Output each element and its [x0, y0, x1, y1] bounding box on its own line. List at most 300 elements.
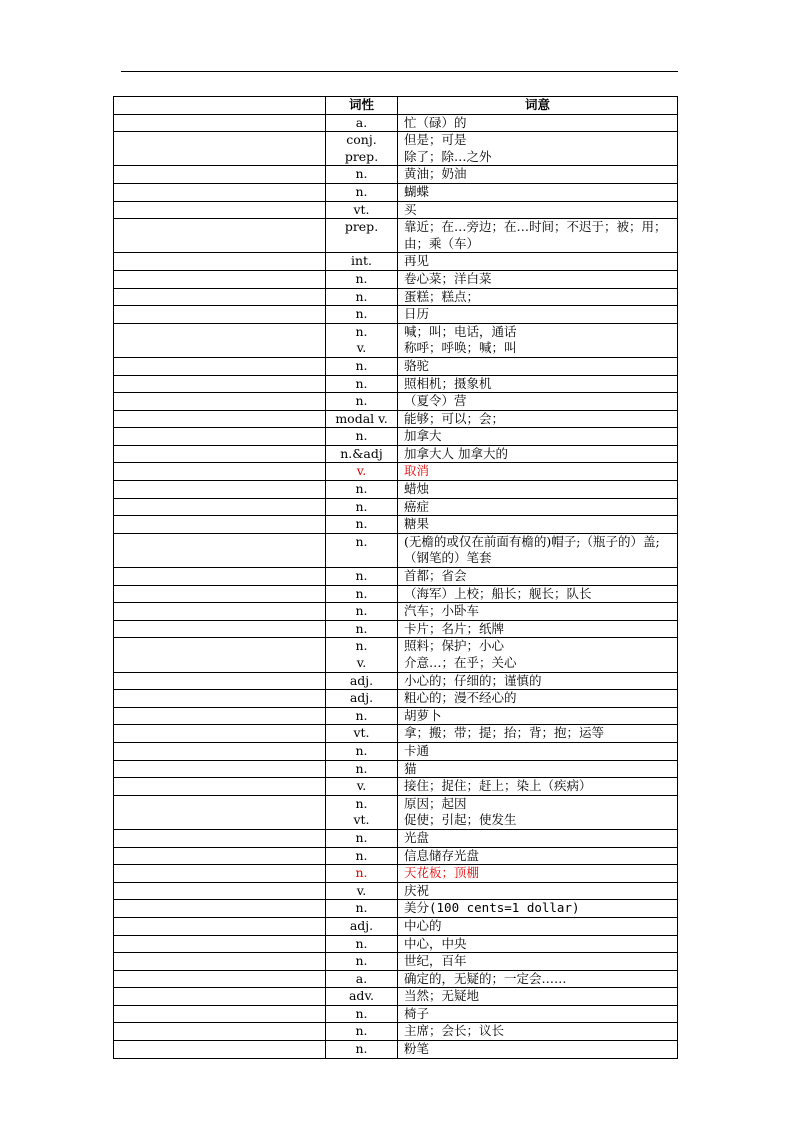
meaning-text: 猫 — [404, 760, 417, 776]
meaning-text: 椅子 — [404, 1005, 430, 1021]
word-cell — [114, 357, 326, 375]
word-cell — [114, 917, 326, 935]
word-cell — [114, 463, 326, 481]
word-cell — [114, 410, 326, 428]
part-of-speech: a. — [355, 970, 368, 986]
meaning-text: 原因；起因 — [404, 795, 467, 811]
part-of-speech: v. — [356, 463, 367, 479]
meaning-cell — [398, 690, 678, 708]
table-row — [114, 742, 678, 760]
meaning-cell — [398, 253, 678, 271]
part-of-speech: n. — [355, 865, 368, 881]
part-of-speech-cell — [326, 707, 398, 725]
meaning-cell — [398, 742, 678, 760]
meaning-cell — [398, 988, 678, 1006]
meaning-text: 天花板；顶棚 — [404, 865, 480, 881]
part-of-speech: vt. — [353, 725, 370, 741]
part-of-speech-cell — [326, 865, 398, 883]
meaning-cell — [398, 270, 678, 288]
word-cell — [114, 481, 326, 499]
part-of-speech: n. — [355, 533, 368, 549]
table-row — [114, 882, 678, 900]
part-of-speech: n. — [355, 183, 368, 199]
table-row — [114, 463, 678, 481]
meaning-text: 称呼；呼唤；喊；叫 — [404, 340, 517, 356]
meaning-text: 世纪，百年 — [404, 953, 467, 969]
meaning-cell — [398, 357, 678, 375]
part-of-speech: n. — [355, 306, 368, 322]
meaning-text: 骆驼 — [404, 357, 430, 373]
word-cell — [114, 847, 326, 865]
word-cell — [114, 166, 326, 184]
table-row — [114, 725, 678, 743]
meaning-cell — [398, 900, 678, 918]
meaning-text: 由；乘（车） — [404, 235, 480, 251]
word-cell — [114, 498, 326, 516]
part-of-speech: vt. — [353, 201, 370, 217]
word-cell — [114, 865, 326, 883]
table-row — [114, 760, 678, 778]
meaning-text: 中心的 — [404, 917, 442, 933]
word-cell — [114, 760, 326, 778]
meaning-cell — [398, 219, 678, 253]
part-of-speech-cell — [326, 445, 398, 463]
meaning-cell — [398, 114, 678, 132]
header-meaning: 词意 — [398, 97, 678, 115]
part-of-speech: vt. — [353, 812, 370, 828]
part-of-speech-cell — [326, 323, 398, 357]
table-row — [114, 1005, 678, 1023]
table-row — [114, 288, 678, 306]
meaning-cell — [398, 166, 678, 184]
part-of-speech: prep. — [344, 148, 379, 164]
table-row — [114, 270, 678, 288]
part-of-speech-cell — [326, 410, 398, 428]
meaning-cell — [398, 603, 678, 621]
meaning-cell — [398, 953, 678, 971]
word-cell — [114, 375, 326, 393]
meaning-cell — [398, 498, 678, 516]
table-row — [114, 953, 678, 971]
table-row — [114, 1023, 678, 1041]
table-row — [114, 988, 678, 1006]
part-of-speech: n. — [355, 1041, 368, 1057]
word-cell — [114, 603, 326, 621]
meaning-cell — [398, 463, 678, 481]
meaning-text: 确定的，无疑的；一定会…… — [404, 970, 567, 986]
part-of-speech-cell — [326, 795, 398, 829]
meaning-text: 庆祝 — [404, 882, 430, 898]
meaning-text: 当然；无疑地 — [404, 988, 480, 1004]
meaning-text: 蜡烛 — [404, 481, 430, 497]
table-row — [114, 533, 678, 567]
table-row — [114, 428, 678, 446]
meaning-text: 光盘 — [404, 829, 430, 845]
header-part-of-speech: 词性 — [326, 97, 398, 115]
table-row — [114, 865, 678, 883]
part-of-speech-cell — [326, 917, 398, 935]
word-cell — [114, 778, 326, 796]
meaning-cell — [398, 707, 678, 725]
table-row — [114, 847, 678, 865]
part-of-speech-cell — [326, 638, 398, 672]
word-cell — [114, 428, 326, 446]
meaning-cell — [398, 445, 678, 463]
meaning-cell — [398, 568, 678, 586]
part-of-speech: n. — [355, 375, 368, 391]
word-cell — [114, 183, 326, 201]
meaning-text: 介意…；在乎；关心 — [404, 655, 517, 670]
word-cell — [114, 953, 326, 971]
part-of-speech-cell — [326, 1041, 398, 1059]
part-of-speech-cell — [326, 672, 398, 690]
part-of-speech-cell — [326, 357, 398, 375]
word-cell — [114, 516, 326, 534]
meaning-cell — [398, 1023, 678, 1041]
part-of-speech-cell — [326, 568, 398, 586]
meaning-cell — [398, 428, 678, 446]
part-of-speech-cell — [326, 953, 398, 971]
part-of-speech: n. — [355, 166, 368, 182]
meaning-text: 蝴蝶 — [404, 183, 430, 199]
part-of-speech-cell — [326, 847, 398, 865]
meaning-text: 促使；引起；使发生 — [404, 812, 517, 828]
part-of-speech-cell — [326, 882, 398, 900]
meaning-cell — [398, 882, 678, 900]
meaning-cell — [398, 323, 678, 357]
part-of-speech-cell — [326, 900, 398, 918]
word-cell — [114, 690, 326, 708]
table-row — [114, 166, 678, 184]
meaning-text: 取消 — [404, 463, 430, 479]
table-row — [114, 132, 678, 166]
part-of-speech: n. — [355, 829, 368, 845]
part-of-speech: n. — [355, 795, 368, 811]
part-of-speech: n. — [355, 568, 368, 584]
vocabulary-table — [113, 96, 678, 1059]
meaning-text: 卡通 — [404, 742, 430, 758]
meaning-cell — [398, 847, 678, 865]
word-cell — [114, 620, 326, 638]
part-of-speech-cell — [326, 166, 398, 184]
part-of-speech: n. — [355, 742, 368, 758]
part-of-speech-cell — [326, 253, 398, 271]
word-cell — [114, 882, 326, 900]
table-row — [114, 481, 678, 499]
part-of-speech-cell — [326, 760, 398, 778]
word-cell — [114, 288, 326, 306]
table-row — [114, 1041, 678, 1059]
table-row — [114, 323, 678, 357]
word-cell — [114, 306, 326, 324]
part-of-speech-cell — [326, 778, 398, 796]
table-row — [114, 690, 678, 708]
part-of-speech-cell — [326, 620, 398, 638]
meaning-cell — [398, 288, 678, 306]
meaning-text: 拿；搬；带；提；抬；背；抱；运等 — [404, 725, 605, 741]
meaning-text: 日历 — [404, 306, 430, 322]
meaning-text: 买 — [404, 201, 417, 217]
part-of-speech-cell — [326, 935, 398, 953]
word-cell — [114, 253, 326, 271]
meaning-cell — [398, 375, 678, 393]
word-cell — [114, 900, 326, 918]
meaning-text: 喊；叫；电话，通话 — [404, 323, 517, 339]
meaning-text: 卷心菜；洋白菜 — [404, 270, 492, 286]
part-of-speech-cell — [326, 970, 398, 988]
meaning-cell — [398, 865, 678, 883]
word-cell — [114, 742, 326, 760]
part-of-speech: int. — [350, 253, 373, 269]
part-of-speech-cell — [326, 603, 398, 621]
table-row — [114, 183, 678, 201]
part-of-speech-cell — [326, 114, 398, 132]
part-of-speech-cell — [326, 516, 398, 534]
meaning-text: （海军）上校；船长；舰长；队长 — [404, 585, 592, 601]
part-of-speech-cell — [326, 829, 398, 847]
part-of-speech-cell — [326, 393, 398, 411]
part-of-speech: prep. — [344, 219, 379, 235]
table-row — [114, 219, 678, 253]
table-row — [114, 410, 678, 428]
header-word — [114, 97, 326, 115]
part-of-speech: n. — [355, 357, 368, 373]
table-row — [114, 778, 678, 796]
part-of-speech-cell — [326, 270, 398, 288]
table-body — [114, 114, 678, 1058]
word-cell — [114, 114, 326, 132]
meaning-text: 卡片；名片；纸牌 — [404, 620, 505, 636]
meaning-text: 蛋糕；糕点； — [404, 288, 480, 304]
table-row — [114, 375, 678, 393]
table-row — [114, 707, 678, 725]
table-row — [114, 516, 678, 534]
part-of-speech-cell — [326, 375, 398, 393]
part-of-speech: n. — [355, 270, 368, 286]
part-of-speech-cell — [326, 690, 398, 708]
meaning-cell — [398, 620, 678, 638]
meaning-cell — [398, 393, 678, 411]
part-of-speech-cell — [326, 481, 398, 499]
part-of-speech: adj. — [349, 917, 374, 933]
word-cell — [114, 585, 326, 603]
part-of-speech: v. — [356, 778, 367, 794]
word-cell — [114, 707, 326, 725]
meaning-cell — [398, 132, 678, 166]
meaning-cell — [398, 183, 678, 201]
part-of-speech: n. — [355, 481, 368, 497]
meaning-cell — [398, 795, 678, 829]
meaning-cell — [398, 481, 678, 499]
part-of-speech: n. — [355, 603, 368, 619]
meaning-text: 加拿大 — [404, 428, 442, 444]
word-cell — [114, 638, 326, 672]
table-row — [114, 114, 678, 132]
word-cell — [114, 935, 326, 953]
part-of-speech-cell — [326, 742, 398, 760]
word-cell — [114, 323, 326, 357]
word-cell — [114, 1023, 326, 1041]
meaning-cell — [398, 201, 678, 219]
table-row — [114, 393, 678, 411]
part-of-speech-cell — [326, 132, 398, 166]
part-of-speech: n. — [355, 900, 368, 916]
table-row — [114, 900, 678, 918]
part-of-speech: n. — [355, 935, 368, 951]
part-of-speech: n. — [355, 288, 368, 304]
word-cell — [114, 393, 326, 411]
part-of-speech-cell — [326, 1005, 398, 1023]
part-of-speech-cell — [326, 1023, 398, 1041]
part-of-speech: adj. — [349, 672, 374, 688]
meaning-text: 小心的；仔细的；谨慎的 — [404, 672, 542, 688]
meaning-text: 加拿大人 加拿大的 — [404, 445, 508, 461]
part-of-speech-cell — [326, 288, 398, 306]
meaning-cell — [398, 306, 678, 324]
meaning-text: 糖果 — [404, 516, 430, 532]
table-row — [114, 829, 678, 847]
meaning-text: 胡萝卜 — [404, 707, 442, 723]
part-of-speech: adv. — [348, 988, 374, 1004]
word-cell — [114, 568, 326, 586]
meaning-text: 接住；捉住；赶上；染上（疾病） — [404, 778, 592, 794]
meaning-text: 中心，中央 — [404, 935, 467, 951]
table-row — [114, 498, 678, 516]
table-row — [114, 253, 678, 271]
meaning-cell — [398, 672, 678, 690]
meaning-text: 照相机；摄象机 — [404, 375, 492, 391]
part-of-speech: modal v. — [335, 410, 388, 426]
part-of-speech: n. — [355, 620, 368, 636]
part-of-speech-cell — [326, 585, 398, 603]
meaning-cell — [398, 1005, 678, 1023]
meaning-text: 照料；保护；小心 — [404, 638, 505, 654]
part-of-speech: n. — [355, 760, 368, 776]
word-cell — [114, 270, 326, 288]
meaning-cell — [398, 1041, 678, 1059]
table-row — [114, 970, 678, 988]
meaning-text: （钢笔的）笔套 — [404, 550, 492, 566]
meaning-cell — [398, 760, 678, 778]
meaning-cell — [398, 935, 678, 953]
table-row — [114, 585, 678, 603]
table-row — [114, 672, 678, 690]
part-of-speech-cell — [326, 201, 398, 219]
table-row — [114, 638, 678, 672]
meaning-cell — [398, 410, 678, 428]
part-of-speech-cell — [326, 183, 398, 201]
meaning-cell — [398, 585, 678, 603]
table-row — [114, 795, 678, 829]
meaning-text: 汽车；小卧车 — [404, 603, 480, 619]
table-row — [114, 568, 678, 586]
part-of-speech: a. — [355, 114, 368, 130]
part-of-speech: n. — [355, 707, 368, 723]
meaning-text: 首都；省会 — [404, 568, 467, 584]
meaning-cell — [398, 725, 678, 743]
word-cell — [114, 988, 326, 1006]
part-of-speech-cell — [326, 725, 398, 743]
meaning-text: （夏令）营 — [404, 393, 467, 409]
part-of-speech-cell — [326, 533, 398, 567]
meaning-text: 癌症 — [404, 498, 430, 514]
meaning-text: 信息储存光盘 — [404, 847, 480, 863]
meaning-text: 靠近；在…旁边；在…时间；不迟于；被；用； — [404, 219, 667, 235]
word-cell — [114, 970, 326, 988]
meaning-cell — [398, 829, 678, 847]
table-header-row — [114, 97, 678, 115]
meaning-cell — [398, 970, 678, 988]
part-of-speech: n. — [355, 585, 368, 601]
word-cell — [114, 219, 326, 253]
meaning-text: 除了；除…之外 — [404, 148, 492, 164]
table-row — [114, 306, 678, 324]
part-of-speech-cell — [326, 428, 398, 446]
word-cell — [114, 795, 326, 829]
meaning-cell — [398, 778, 678, 796]
part-of-speech: n. — [355, 638, 368, 654]
part-of-speech: n. — [355, 1023, 368, 1039]
meaning-cell — [398, 638, 678, 672]
table-row — [114, 445, 678, 463]
page-header-rule — [121, 71, 678, 72]
meaning-text: 美分(100 cents=1 dollar) — [404, 900, 580, 916]
table-row — [114, 357, 678, 375]
part-of-speech-cell — [326, 988, 398, 1006]
part-of-speech: n. — [355, 498, 368, 514]
table-row — [114, 935, 678, 953]
word-cell — [114, 672, 326, 690]
meaning-text: 黄油；奶油 — [404, 166, 467, 182]
part-of-speech-cell — [326, 219, 398, 253]
meaning-text: 但是；可是 — [404, 132, 467, 148]
part-of-speech-cell — [326, 498, 398, 516]
word-cell — [114, 1041, 326, 1059]
part-of-speech: adj. — [349, 690, 374, 706]
word-cell — [114, 445, 326, 463]
meaning-text: 能够；可以；会； — [404, 410, 505, 426]
meaning-text: (无檐的或仅在前面有檐的)帽子;（瓶子的）盖; — [404, 533, 660, 549]
meaning-cell — [398, 516, 678, 534]
meaning-text: 粗心的；漫不经心的 — [404, 690, 517, 706]
word-cell — [114, 132, 326, 166]
table-row — [114, 201, 678, 219]
meaning-text: 忙（碌）的 — [404, 114, 467, 130]
meaning-text: 再见 — [404, 253, 430, 269]
part-of-speech: v. — [356, 655, 367, 670]
meaning-cell — [398, 533, 678, 567]
part-of-speech: n. — [355, 393, 368, 409]
part-of-speech-cell — [326, 306, 398, 324]
meaning-cell — [398, 917, 678, 935]
table-row — [114, 917, 678, 935]
part-of-speech: conj. — [346, 132, 377, 148]
part-of-speech: v. — [356, 882, 367, 898]
part-of-speech: n. — [355, 428, 368, 444]
part-of-speech: n. — [355, 323, 368, 339]
meaning-text: 粉笔 — [404, 1041, 430, 1057]
part-of-speech: v. — [356, 340, 367, 356]
part-of-speech: n.&adj — [340, 445, 383, 461]
part-of-speech: n. — [355, 953, 368, 969]
table-row — [114, 620, 678, 638]
part-of-speech-cell — [326, 463, 398, 481]
word-cell — [114, 533, 326, 567]
table-row — [114, 603, 678, 621]
part-of-speech: n. — [355, 847, 368, 863]
word-cell — [114, 201, 326, 219]
part-of-speech: n. — [355, 516, 368, 532]
